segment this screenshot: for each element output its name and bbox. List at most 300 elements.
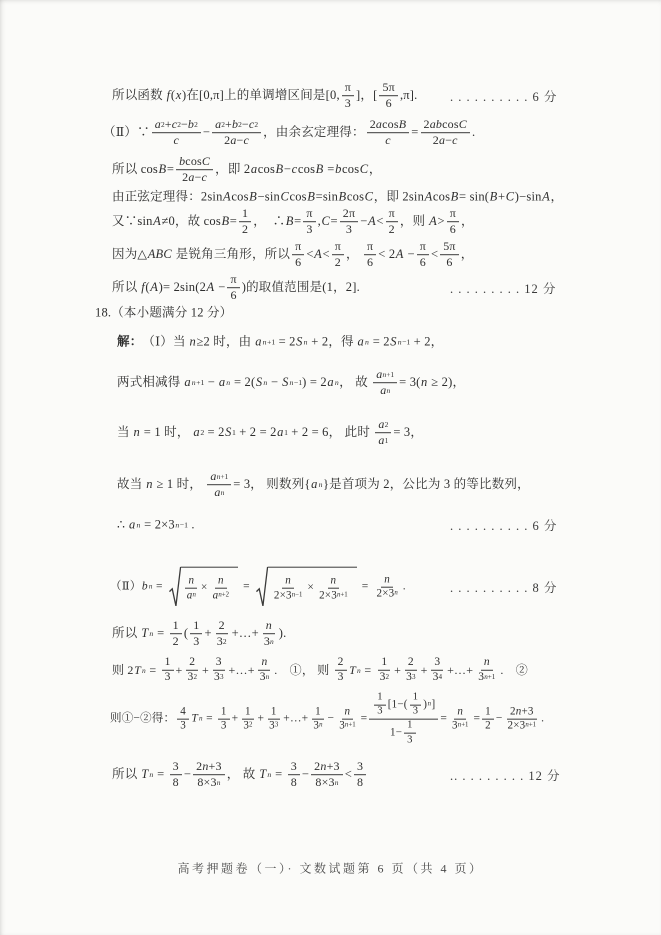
fraction-denominator: 8 [290, 775, 297, 789]
math-variable: n [202, 759, 209, 774]
math-text: +…+ [283, 712, 309, 725]
fraction [257, 656, 273, 684]
math-text: . [402, 580, 406, 593]
fraction-numerator [185, 575, 197, 589]
math-variable: a [128, 517, 136, 532]
math-variable: n [515, 705, 522, 718]
subscript [149, 771, 154, 779]
math-text: +…+ [231, 626, 259, 641]
fraction-numerator: 1 [410, 692, 422, 706]
fraction [240, 705, 255, 732]
math-variable: n [265, 673, 270, 682]
fraction-numerator: 2 [335, 656, 347, 671]
fraction [374, 692, 386, 718]
fraction-denominator: 3 [412, 705, 419, 717]
math-variable: a [311, 477, 318, 492]
math-line [112, 760, 368, 790]
math-variable: n [262, 337, 267, 347]
fraction-denominator: 6 [230, 288, 237, 302]
math-variable: n [421, 375, 428, 390]
subscript: n+1 [216, 472, 229, 482]
fraction-denominator: 6 [419, 255, 426, 269]
math-variable: n [344, 721, 349, 729]
math-text: = 3( n ≥ 2)， [399, 375, 466, 390]
math-text: < [430, 247, 439, 262]
superscript: n+1 [344, 721, 356, 729]
superscript: n−1 [291, 591, 303, 599]
math-variable: A [368, 214, 376, 229]
fraction-numerator: 2 n +3 [507, 705, 537, 719]
math-text: − A < [360, 214, 384, 229]
math-text: 18.（本小题满分 12 分） [95, 305, 233, 320]
math-variable: n [192, 591, 196, 599]
math-variable: n [226, 378, 231, 388]
math-variable: A [150, 280, 159, 295]
fraction [482, 705, 494, 732]
math-variable: n [386, 386, 391, 396]
superscript [427, 701, 431, 708]
superscript: 2 [194, 120, 198, 130]
fraction-denominator [375, 434, 391, 448]
math-variable: n [319, 721, 323, 729]
superscript [394, 591, 397, 598]
math-variable: n [356, 665, 361, 675]
math-text: 当 n = 1 时， a 2 = 2 S 1 + 2 = 2 a 1 + 2 = 6， 此时 [117, 425, 374, 440]
score-marker: . . . . . . . . . . 6 分 [450, 519, 558, 533]
math-variable: a [212, 589, 219, 602]
fraction [342, 81, 354, 111]
math-text: = [240, 580, 253, 593]
fraction [214, 619, 230, 649]
math-variable: n [148, 582, 153, 591]
math-text: < 2 A − [378, 247, 415, 262]
superscript [270, 638, 274, 645]
math-variable: T [141, 626, 149, 641]
superscript: 2 [222, 637, 227, 647]
fraction [210, 575, 232, 602]
math-variable: a [193, 425, 200, 440]
fraction [176, 155, 213, 185]
fraction [417, 240, 429, 270]
math-text: +…+ [228, 662, 255, 677]
math-variable: x [175, 88, 182, 103]
fraction [340, 207, 358, 237]
subscript: n+1 [191, 378, 205, 388]
math-variable: n [303, 337, 308, 347]
fraction [475, 656, 498, 684]
math-text: ). [278, 626, 287, 641]
math-variable: S [282, 375, 289, 390]
math-text: T n = [349, 662, 375, 677]
fraction-denominator: 3 2 [243, 720, 253, 732]
fraction-numerator: 2 ab cos C [421, 118, 470, 133]
math-variable: T [134, 662, 141, 677]
fraction-numerator: 1 [162, 656, 174, 671]
math-text: ，即 2 a cos B − c cos B = b cos C ， [215, 162, 382, 177]
math-text: . ② [500, 662, 528, 677]
fraction [310, 705, 325, 732]
math-variable: a [186, 589, 193, 602]
fraction-denominator [211, 486, 227, 500]
fraction-numerator: 4 [177, 705, 189, 719]
math-variable: n [267, 770, 272, 780]
math-text: ，由余玄定理得： [263, 125, 365, 140]
fraction-denominator: 2 [388, 222, 395, 236]
math-text: + [202, 662, 210, 677]
math-variable: T [349, 662, 356, 677]
math-variable: a [215, 117, 222, 132]
math-variable: B [249, 189, 257, 204]
fraction [410, 692, 422, 718]
math-variable: n [384, 573, 390, 586]
fraction-denominator: 3 [180, 720, 186, 732]
math-line [112, 273, 360, 303]
math-variable: n [149, 629, 154, 639]
math-variable: a [188, 170, 195, 184]
fraction-denominator: 6 [385, 96, 392, 110]
fraction-numerator: a 2 + b 2 − c 2 [212, 118, 261, 133]
fraction-denominator: 3 2 [187, 671, 198, 683]
fraction-numerator: π [303, 207, 315, 222]
math-text: + [257, 712, 265, 725]
math-variable: n [320, 759, 327, 774]
math-text: +…+ [447, 662, 474, 677]
math-line [95, 305, 232, 322]
math-text: + [394, 662, 402, 677]
fraction-numerator [342, 705, 354, 719]
superscript [335, 779, 339, 786]
math-variable: n [189, 334, 196, 349]
subscript [193, 592, 196, 599]
superscript: 2 [238, 120, 242, 130]
math-variable: a [250, 162, 258, 177]
fraction-numerator: 1 [218, 705, 230, 719]
subscript: n−1 [397, 337, 411, 347]
math-line [112, 207, 474, 237]
fraction [292, 240, 304, 270]
fraction-numerator: 1 [374, 692, 386, 706]
math-text: + [175, 662, 183, 677]
superscript: 3 [219, 673, 224, 682]
fraction-denominator: 3 n+1 [478, 671, 496, 683]
math-variable: c [291, 162, 298, 177]
math-variable: n [394, 589, 398, 597]
fraction-numerator [328, 575, 340, 589]
fraction-denominator: 8 [172, 775, 179, 789]
math-variable: B [398, 117, 407, 132]
math-variable: n [336, 591, 341, 599]
math-line [112, 240, 473, 270]
subscript [267, 771, 272, 779]
math-variable: T [191, 712, 199, 725]
fraction-numerator: 1 [378, 656, 390, 671]
fraction-denominator: 3 [377, 705, 383, 717]
fraction [373, 368, 397, 398]
math-text: ，则 A > [399, 214, 445, 229]
math-variable: a [255, 334, 262, 349]
math-variable: B [315, 162, 324, 177]
fraction-denominator [171, 134, 183, 148]
math-variable: f [141, 280, 145, 295]
fraction-denominator: 3 3 [406, 671, 416, 683]
math-variable: A [429, 214, 437, 229]
fraction [386, 207, 398, 237]
math-variable: n [191, 378, 196, 388]
math-text: × [200, 581, 208, 594]
fraction-denominator: 3 n+1 [339, 720, 356, 732]
math-variable: A [542, 189, 550, 204]
math-line [117, 418, 423, 448]
fraction-denominator: 2×3 n+1 [319, 589, 348, 602]
math-variable: a [378, 417, 385, 432]
math-text: + [231, 712, 239, 725]
fraction-denominator: 2 a − c [432, 133, 458, 147]
math-variable: n [133, 425, 140, 440]
math-variable: A [206, 280, 215, 295]
math-variable: n [175, 520, 180, 530]
math-variable: A [153, 214, 161, 229]
fraction-numerator: 1 [482, 705, 494, 719]
subscript: n−1 [289, 378, 303, 388]
math-variable: n [365, 337, 369, 347]
fraction-numerator: 3 [213, 656, 225, 671]
math-variable: A [314, 247, 322, 262]
fraction-numerator: 3 [288, 760, 300, 775]
fraction [369, 692, 438, 747]
subscript: 2 [384, 420, 389, 430]
math-text: = [360, 712, 368, 725]
math-variable: c [171, 117, 178, 132]
fraction-numerator: 2 n +3 [311, 760, 343, 775]
math-variable: b [231, 117, 239, 132]
superscript: 2 [249, 721, 253, 729]
math-variable: S [390, 334, 397, 349]
math-variable: n [136, 520, 141, 530]
fraction-numerator: 3 [354, 760, 366, 775]
score-marker: . . . . . . . . . . 6 分 [450, 90, 558, 104]
fraction-denominator: 2×3 n+1 [507, 720, 537, 732]
fraction-numerator [263, 619, 275, 634]
math-variable: B [158, 162, 167, 177]
math-line [117, 517, 195, 534]
fraction-denominator [210, 589, 232, 602]
fraction-denominator: 2 a − c [182, 170, 208, 184]
subscript [356, 666, 361, 673]
math-variable: b [335, 162, 342, 177]
math-variable: n [141, 665, 146, 675]
fraction-denominator: 3 2 [216, 634, 227, 648]
subscript: 1 [284, 428, 288, 438]
subscript [318, 481, 323, 489]
fraction-denominator [382, 134, 394, 148]
math-variable: n [397, 337, 402, 347]
math-text: × [307, 581, 315, 594]
fraction-numerator: 1 [170, 619, 182, 634]
score-marker: . . . . . . . . . 12 分 [450, 282, 557, 296]
fraction-numerator: 5π [379, 81, 397, 96]
fraction-numerator: π [227, 273, 239, 288]
fraction-denominator [184, 589, 199, 602]
fraction-denominator: 3 3 [269, 720, 279, 732]
sqrt-body [181, 567, 238, 608]
fraction-denominator: 2×3 n−1 [273, 589, 303, 602]
score-marker: .. . . . . . . . . 12 分 [450, 769, 561, 783]
fraction-numerator [375, 418, 391, 433]
math-variable: B [285, 214, 294, 229]
math-line [112, 81, 417, 111]
math-variable: b [179, 154, 186, 169]
math-variable: n [217, 574, 224, 587]
math-text: 所以 cos B = [112, 162, 175, 177]
math-text: − [495, 712, 503, 725]
math-text: （Ⅱ） b n = [110, 579, 166, 595]
math-variable: C [280, 189, 289, 204]
subscript [226, 379, 231, 387]
math-variable: S [255, 375, 263, 390]
math-text: ， [460, 247, 474, 262]
math-variable: a [380, 383, 387, 397]
math-variable: n [525, 721, 529, 729]
math-variable: n [289, 378, 294, 388]
superscript: 2 [254, 120, 259, 130]
math-variable: S [225, 425, 232, 440]
fraction-numerator: 1 [242, 705, 254, 719]
math-variable: n [484, 673, 488, 682]
math-text: [1−( [387, 698, 408, 711]
math-text: 所以函数 f ( x )在[0,π]上的单调增区间是[0, [112, 88, 340, 103]
fraction-numerator: 3 [170, 760, 182, 775]
subscript: 1 [232, 428, 236, 438]
math-variable: C [321, 214, 331, 229]
fraction-numerator [215, 575, 227, 589]
subscript [334, 379, 339, 387]
math-variable: n [265, 618, 272, 633]
math-variable: B [489, 189, 498, 204]
math-line [110, 692, 544, 747]
fraction [403, 656, 419, 684]
fraction [440, 240, 458, 270]
subscript [141, 666, 146, 673]
math-variable: n [344, 705, 351, 718]
superscript: n+1 [457, 721, 469, 729]
math-variable: c [173, 133, 180, 147]
math-variable: b [187, 117, 195, 132]
math-variable: n [291, 591, 296, 599]
fraction [354, 760, 366, 790]
math-variable: n [285, 574, 291, 587]
math-line [112, 189, 563, 206]
subscript [149, 630, 154, 638]
fraction-denominator: 6 [295, 255, 302, 269]
fraction-numerator: 2π [340, 207, 358, 222]
fraction-denominator: 3 [337, 671, 344, 683]
math-text: （Ⅱ）∵ [103, 125, 150, 140]
fraction [303, 207, 315, 237]
math-variable: C [359, 162, 369, 177]
superscript [217, 779, 221, 786]
math-variable: a [230, 133, 237, 147]
fraction [288, 760, 300, 790]
math-line [103, 118, 475, 148]
math-variable: n [483, 655, 490, 668]
fraction [266, 705, 281, 732]
math-text: )的取值范围是(1，2]. [241, 280, 360, 295]
fraction [379, 81, 397, 111]
superscript: n+1 [336, 591, 348, 599]
math-line [117, 334, 443, 351]
subscript: n+2 [218, 591, 230, 599]
subscript [199, 715, 204, 722]
fraction-denominator: 2 a − c [224, 133, 250, 147]
math-variable: a [357, 334, 364, 349]
fraction [364, 240, 376, 270]
fraction-denominator: 3 4 [432, 671, 443, 683]
math-variable: n [263, 378, 268, 388]
radical-icon [169, 567, 181, 608]
fraction [152, 118, 201, 148]
math-variable: A [223, 189, 231, 204]
math-variable: a [214, 485, 221, 499]
sqrt-body [268, 567, 357, 608]
math-variable: C [505, 189, 515, 204]
fraction-numerator [481, 656, 493, 671]
math-variable: c [385, 133, 391, 147]
fraction-numerator: 1 [404, 720, 416, 734]
math-variable: n [188, 574, 195, 587]
math-text: （Ⅰ）当 n ≥2 时，由 a n+1 = 2 S n + 2，得 a n = 2 S n−1 + 2， [142, 334, 444, 349]
math-text: 1− [390, 726, 403, 739]
math-text: + [420, 662, 428, 677]
math-variable: n [199, 714, 203, 723]
superscript [266, 674, 270, 681]
fraction-denominator: 8×3 n [315, 775, 339, 789]
math-variable: T [141, 767, 149, 782]
math-variable: n [218, 591, 222, 599]
math-text: 两式相减得 a n+1 − a n = 2( S n − S n−1 ) = 2 a n ， 故 [117, 375, 372, 390]
superscript: n−1 [175, 520, 188, 530]
fraction-numerator: 1 [239, 207, 251, 222]
math-text: 所以 T n = [112, 626, 168, 641]
subscript [148, 583, 153, 590]
fraction-numerator [373, 368, 397, 383]
math-text: 则 2 T n = [112, 662, 160, 677]
math-variable: n [146, 477, 153, 492]
math-variable: a [154, 117, 161, 132]
math-text: = 3， [393, 425, 424, 440]
superscript: 3 [412, 673, 416, 682]
fraction-denominator: 3 [220, 720, 227, 732]
math-text: ， ∴ B = [253, 214, 302, 229]
fraction-numerator [454, 705, 466, 719]
math-text: 由正弦定理得：2sin A cos B −sin C cos B =sin B cos C ，即 2sin A cos B = sin( B + C )−sin A ， [112, 189, 564, 204]
math-variable: c [243, 133, 250, 147]
fraction-denominator: 3 [344, 96, 351, 110]
fraction-numerator: 5π [440, 240, 458, 255]
superscript: 2 [385, 673, 390, 682]
math-text: . ①， 则 [274, 662, 333, 677]
math-variable: a [438, 133, 446, 147]
fraction-denominator: 8×3 n [197, 775, 221, 789]
math-text: − [327, 712, 335, 725]
subscript [221, 489, 225, 496]
superscript: 2 [193, 673, 198, 682]
math-variable: b [141, 580, 148, 593]
math-variable: n [149, 770, 154, 780]
math-variable: S [296, 334, 303, 349]
superscript [319, 723, 322, 730]
math-line [117, 368, 465, 398]
fraction-numerator [207, 470, 231, 485]
